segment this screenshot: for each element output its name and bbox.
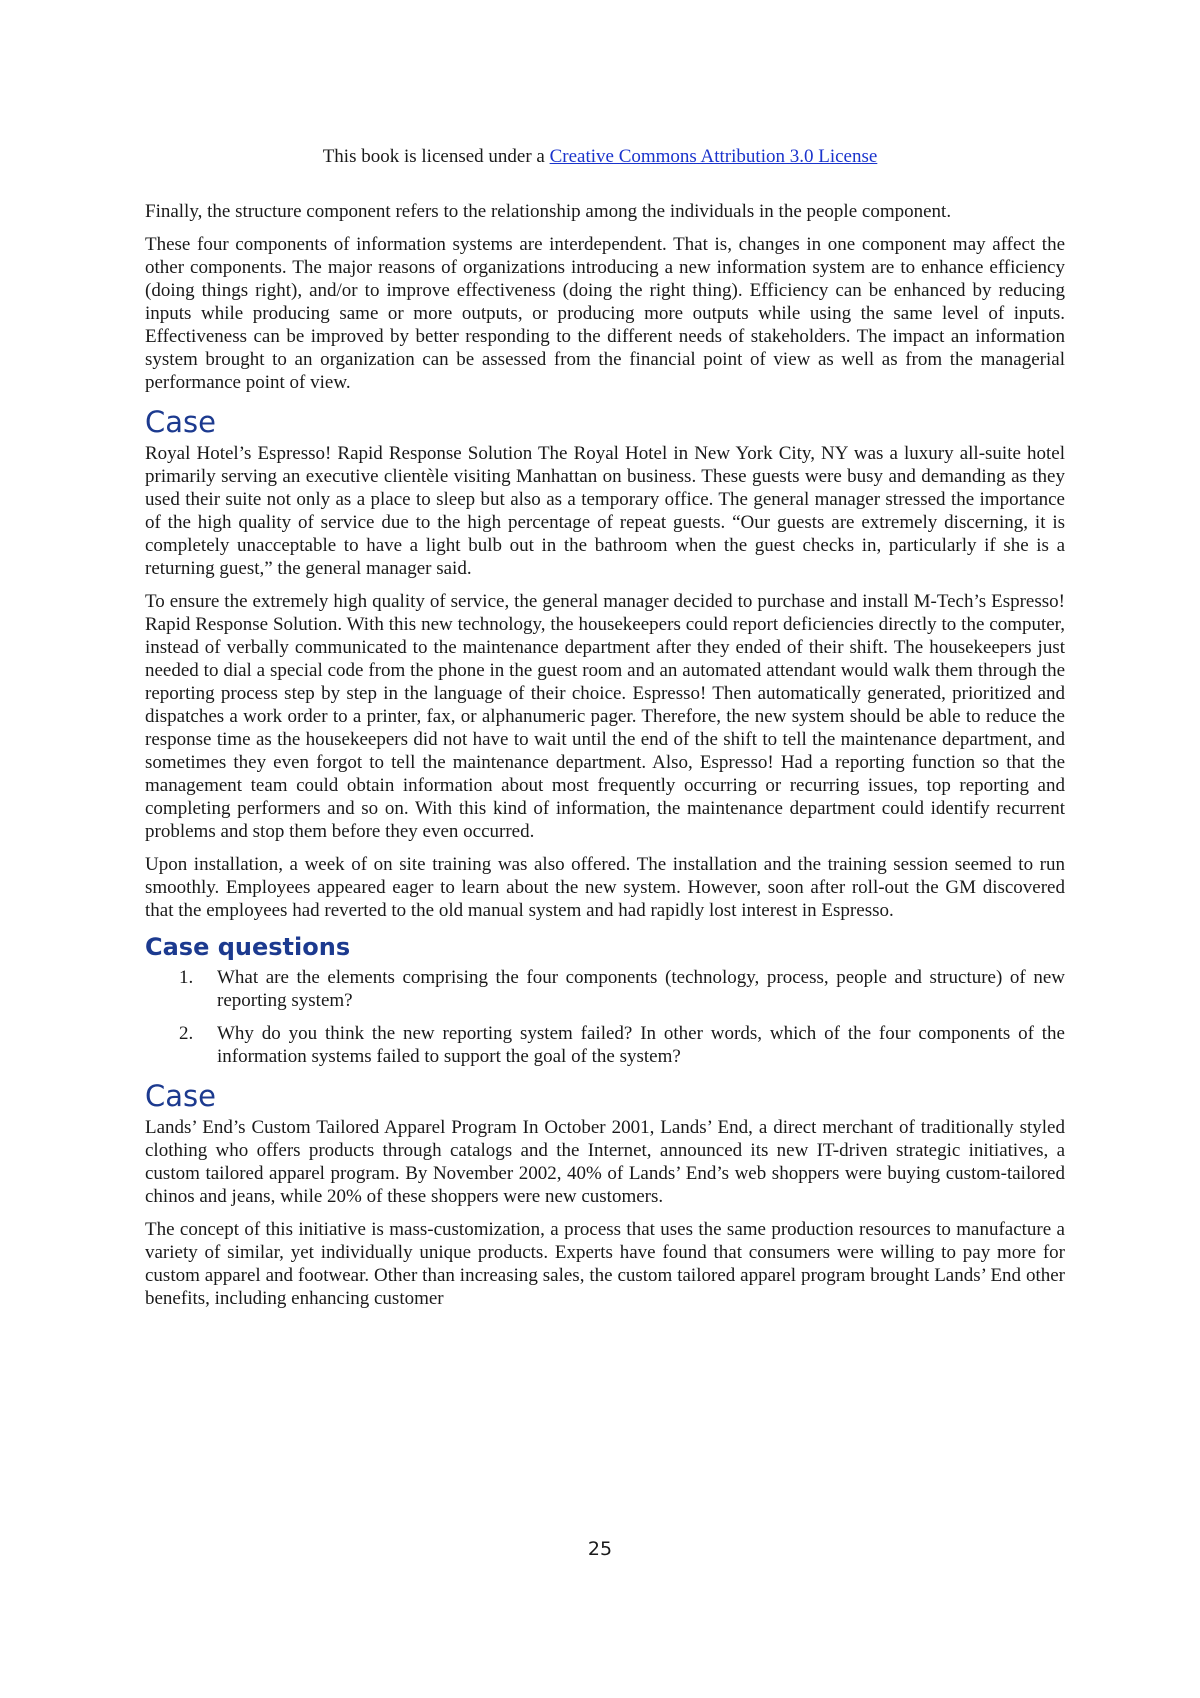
- case-heading: Case: [145, 1079, 216, 1113]
- intro-paragraph: Finally, the structure component refers to the relationship among the individuals in the people component.: [145, 201, 952, 222]
- question-number: 2.: [179, 1023, 194, 1044]
- license-notice: [0, 145, 1200, 169]
- question-text: Why do you think the new reporting system failed? In other words, which of the four components of the information systems failed to support the goal of the system?: [217, 1023, 1065, 1067]
- case-heading: Case: [145, 405, 216, 439]
- question-text: What are the elements comprising the four components (technology, process, people and structure) of new reporting system?: [217, 967, 1065, 1011]
- question-item: [179, 1022, 1065, 1068]
- main-content: [145, 200, 1065, 1320]
- intro-paragraph: These four components of information systems are interdependent. That is, changes in one component may affect the other components. The major reasons of organizations introducing a new information system are to enhance efficiency (doing things right), and/or to improve effectiveness (doing the right thing). Efficiency can be enhanced by reducing inputs while producing same or more outputs, or producing more outputs while using the same level of inputs. Effectiveness can be improved by better responding to the different needs of stakeholders. The impact an information system brought to an organization can be assessed from the financial point of view as well as from the managerial performance point of view.: [145, 234, 1065, 393]
- license-link[interactable]: Creative Commons Attribution 3.0 License: [549, 146, 878, 167]
- case-questions-list: [145, 966, 1065, 1068]
- case-paragraph: The concept of this initiative is mass-customization, a process that uses the same production resources to manufacture a variety of similar, yet individually unique products. Experts have found that consumers were willing to pay more for custom apparel and footwear. Other than increasing sales, the custom tailored apparel program brought Lands’ End other benefits, including enhancing customer: [145, 1219, 1065, 1309]
- license-prefix: This book is licensed under a: [322, 146, 550, 167]
- question-number: 1.: [179, 967, 194, 988]
- case-paragraph: Royal Hotel’s Espresso! Rapid Response Solution The Royal Hotel in New York City, NY was a luxury all-suite hotel primarily serving an executive clientèle visiting Manhattan on business. These guests were busy and demanding as they used their suite not only as a place to sleep but also as a temporary office. The general manager stressed the importance of the high quality of service due to the high percentage of repeat guests. “Our guests are extremely discerning, it is completely unacceptable to have a light bulb out in the bathroom when the guest checks in, particularly if she is a returning guest,” the general manager said.: [145, 443, 1065, 579]
- case-questions-heading: Case questions: [145, 933, 351, 961]
- case-paragraph: To ensure the extremely high quality of service, the general manager decided to purchase and install M-Tech’s Espresso! Rapid Response Solution. With this new technology, the housekeepers could report deficiencies directly to the computer, instead of verbally communicated to the maintenance department after they ended of their shift. The housekeepers just needed to dial a special code from the phone in the guest room and an automated attendant would walk them through the reporting process step by step in the language of their choice. Espresso! Then automatically generated, prioritized and dispatches a work order to a printer, fax, or alphanumeric pager. Therefore, the new system should be able to reduce the response time as the housekeepers did not have to wait until the end of the shift to tell the maintenance department, and sometimes they even forgot to tell the maintenance department. Also, Espresso! Had a reporting function so that the management team could obtain information about most frequently occurring or recurring issues, top reporting and completing performers and so on. With this kind of information, the maintenance department could identify recurrent problems and stop them before they even occurred.: [145, 591, 1065, 842]
- page-number: 25: [587, 1538, 613, 1560]
- case-paragraph: Upon installation, a week of on site training was also offered. The installation and the training session seemed to run smoothly. Employees appeared eager to learn about the new system. However, soon after roll-out the GM discovered that the employees had reverted to the old manual system and had rapidly lost interest in Espresso.: [145, 854, 1065, 921]
- question-item: [179, 966, 1065, 1012]
- case-paragraph: Lands’ End’s Custom Tailored Apparel Program In October 2001, Lands’ End, a direct merchant of traditionally styled clothing who offers products through catalogs and the Internet, announced its new IT-driven strategic initiatives, a custom tailored apparel program. By November 2002, 40% of Lands’ End’s web shoppers were buying custom-tailored chinos and jeans, while 20% of these shoppers were new customers.: [145, 1117, 1065, 1207]
